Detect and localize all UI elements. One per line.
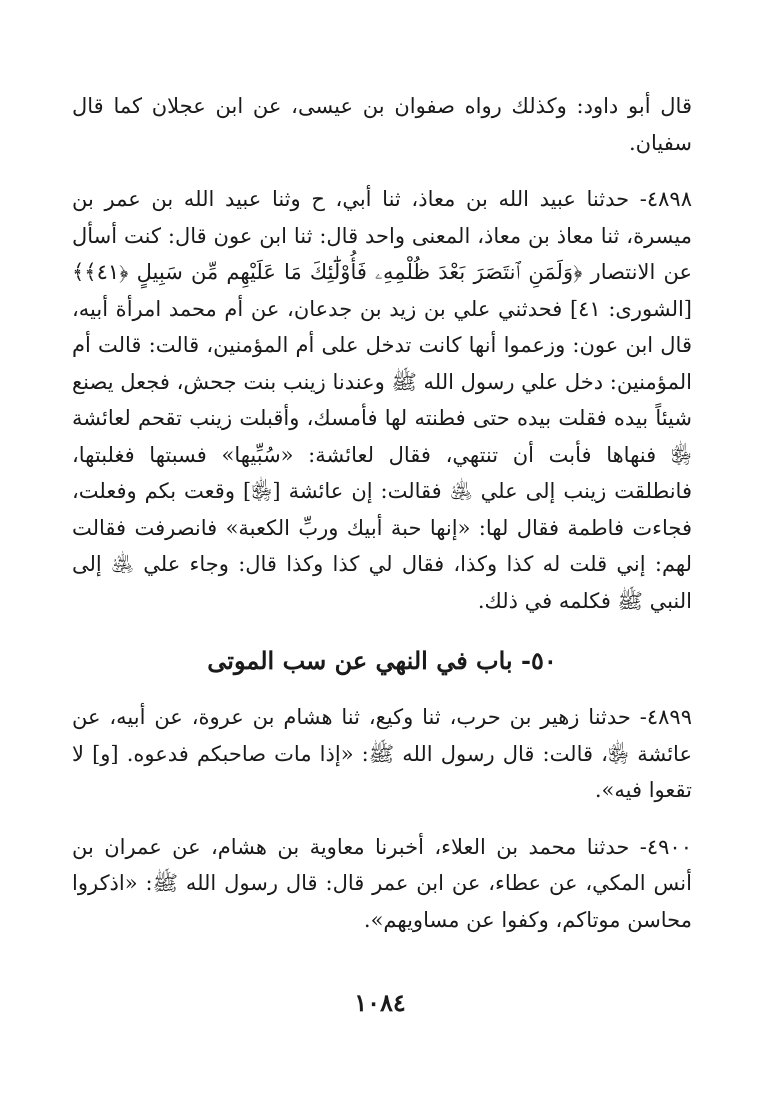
hadith-4898 xyxy=(72,181,692,619)
paragraph-text: ٤٨٩٨- حدثنا عبيد الله بن معاذ، ثنا أبي، ح وثنا عبيد الله بن عمر بن ميسرة، ثنا معاذ بن معاذ، المعنى واحد قال: ثنا ابن عون قال: كنت أسأل عن الانتصار ﴿وَلَمَنِ ٱنتَصَرَ بَعْدَ ظُلْمِهِۦ فَأُوْلَٰٓئِكَ مَا عَلَيْهِم مِّن سَبِيلٍ ﴿٤١﴾﴾ [الشورى: ٤١] فحدثني علي بن زيد بن جدعان، عن أم محمد امرأة أبيه، قال ابن عون: وزعموا أنها كانت تدخل على أم المؤمنين، قالت: قالت أم المؤمنين: دخل علي رسول الله ﷺ وعندنا زينب بنت جحش، فجعل يصنع شيئاً بيده فقلت بيده حتى فطنته لها فأمسك، وأقبلت زينب تقحم لعائشة ﵂ فنهاها فأبت أن تنتهي، فقال لعائشة: «سُبِّيها» فسبتها فغلبتها، فانطلقت زينب إلى علي ﵁ فقالت: إن عائشة [﵂] وقعت بكم وفعلت، فجاءت فاطمة فقال لها: «إنها حبة أبيك وربِّ الكعبة» فانصرفت فقالت لهم: إني قلت له كذا وكذا، فقال لي كذا وكذا قال: وجاء علي ﵁ إلى النبي ﷺ فكلمه في ذلك. xyxy=(72,187,692,613)
hadith-4899 xyxy=(72,699,692,809)
chapter-heading: ٥٠- باب في النهي عن سب الموتى xyxy=(207,646,557,675)
page-number: ١٠٨٤ xyxy=(354,988,406,1017)
paragraph-gap xyxy=(72,161,692,181)
paragraph-text: ٤٩٠٠- حدثنا محمد بن العلاء، أخبرنا معاوية بن هشام، عن عمران بن أنس المكي، عن عطاء، عن ابن عمر قال: قال رسول الله ﷺ: «اذكروا محاسن موتاكم، وكفوا عن مساويهم». xyxy=(72,834,692,932)
hadith-4900 xyxy=(72,829,692,939)
paragraph-abu-dawud-note xyxy=(72,88,692,161)
paragraph-gap xyxy=(72,809,692,829)
paragraph-text: قال أبو داود: وكذلك رواه صفوان بن عيسى، عن ابن عجلان كما قال سفيان. xyxy=(72,94,692,155)
paragraph-gap xyxy=(72,619,692,639)
paragraph-text: ٤٨٩٩- حدثنا زهير بن حرب، ثنا وكيع، ثنا هشام بن عروة، عن أبيه، عن عائشة ﵂، قالت: قال رسول الله ﷺ: «إذا مات صاحبكم فدعوه. [و] لا تقعوا فيه». xyxy=(72,705,692,802)
page-body xyxy=(72,88,692,938)
